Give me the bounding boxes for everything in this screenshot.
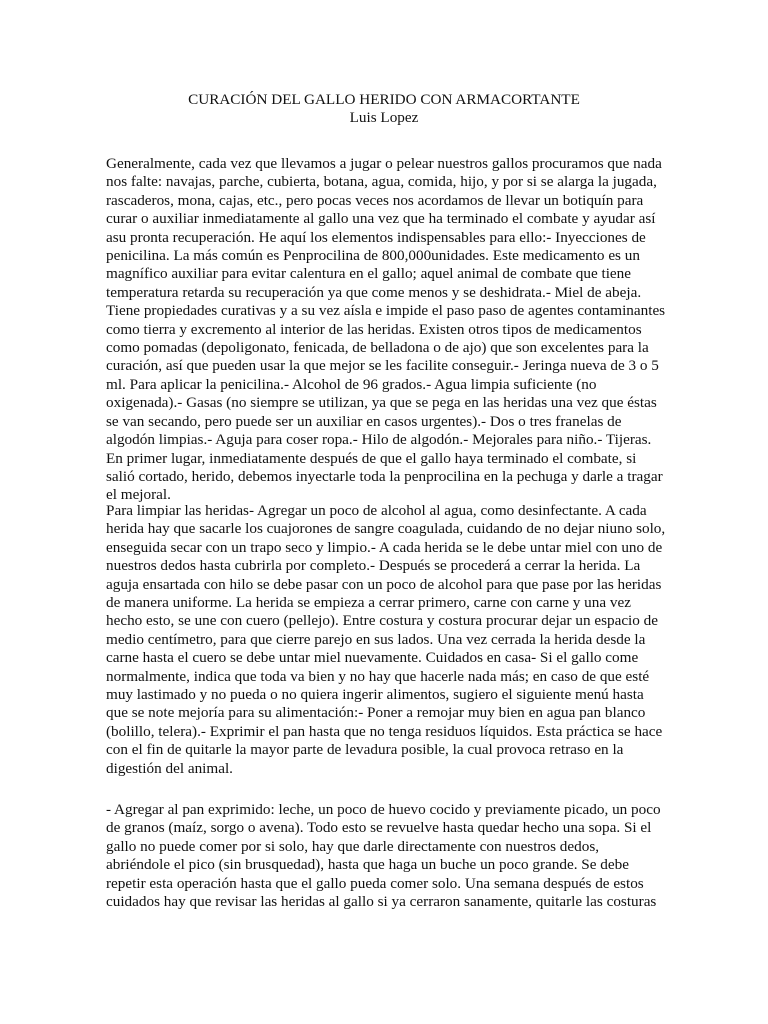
paragraph-2-container: [106, 502, 666, 778]
paragraph-3: - Agregar al pan exprimido: leche, un poco de huevo cocido y previamente picado, un poco de granos (maíz, sorgo o avena). Todo esto se revuelve hasta quedar hecho una sopa. Si el gallo no puede comer por si solo, hay que darle directamente con nuestros dedos, abriéndole el pico (sin brusquedad), hasta que haga un buche un poco grande. Se debe repetir esta operación hasta que el gallo pueda comer solo. Una semana después de estos cuidados hay que revisar las heridas al gallo si ya cerraron sanamente, quitarle las costuras: [106, 801, 661, 911]
paragraph-3-container: [106, 801, 666, 911]
paragraph-2: Para limpiar las heridas- Agregar un poco de alcohol al agua, como desinfectante. A cada herida hay que sacarle los cuajorones de sangre coagulada, cuidando de no dejar niuno solo, enseguida secar con un trapo seco y limpio.- A cada herida se le debe untar miel con uno de nuestros dedos hasta cubrirla por completo.- Después se procederá a cerrar la herida. La aguja ensartada con hilo se debe pasar con un poco de alcohol para que pase por las heridas de manera uniforme. La herida se empieza a cerrar primero, carne con carne y una vez hecho esto, se une con cuero (pellejo). Entre costura y costura procurar dejar un espacio de medio centímetro, para que cierre parejo en sus lados. Una vez cerrada la herida desde la carne hasta el cuero se debe untar miel nuevamente. Cuidados en casa- Si el gallo come normalmente, indica que toda va bien y no hay que hacerle nada más; en caso de que esté muy lastimado y no pueda o no quiera ingerir alimentos, sugiero el siguiente menú hasta que se note mejoría para su alimentación:- Poner a remojar muy bien en agua pan blanco (bolillo, telera).- Exprimir el pan hasta que no tenga residuos líquidos. Esta práctica se hace con el fin de quitarle la mayor parte de levadura posible, la cual provoca retraso en la digestión del animal.: [106, 502, 666, 777]
document-title: CURACIÓN DEL GALLO HERIDO CON ARMACORTANTE: [188, 91, 580, 108]
paragraph-1: Generalmente, cada vez que llevamos a jugar o pelear nuestros gallos procuramos que nada nos falte: navajas, parche, cubierta, botana, agua, comida, hijo, y por si se alarga la jugada, rascaderos, mona, cajas, etc., pero pocas veces nos acordamos de llevar un botiquín para curar o auxiliar inmediatamente al gallo una vez que ha terminado el combate y ayudar así asu pronta recuperación. He aquí los elementos indispensables para ello:- Inyecciones de penicilina. La más común es Penprocilina de 800,000unidades. Este medicamento es un magnífico auxiliar para evitar calentura en el gallo; aquel animal de combate que tiene temperatura retarda su recuperación ya que come menos y se deshidrata.- Miel de abeja. Tiene propiedades curativas y a su vez aísla e impide el paso paso de agentes contaminantes como tierra y excremento al interior de las heridas. Existen otros tipos de medicamentos como pomadas (depoligonato, fenicada, de belladona o de ajo) que son excelentes para la curación, así que pueden usar la que mejor se les facilite conseguir.- Jeringa nueva de 3 o 5 ml. Para aplicar la penicilina.- Alcohol de 96 grados.- Agua limpia suficiente (no oxigenada).- Gasas (no siempre se utilizan, ya que se pega en las heridas una vez que éstas se van secando, pero puede ser un auxiliar en casos urgentes).- Dos o tres franelas de algodón limpias.- Aguja para coser ropa.- Hilo de algodón.- Mejorales para niño.- Tijeras. En primer lugar, inmediatamente después de que el gallo haya terminado el combate, si salió cortado, herido, debemos inyectarle toda la penprocilina en la pechuga y darle a tragar el mejoral.: [106, 155, 666, 504]
document-author: Luis Lopez: [349, 109, 419, 126]
document-header: [0, 91, 768, 127]
paragraph-1-container: [106, 155, 666, 505]
